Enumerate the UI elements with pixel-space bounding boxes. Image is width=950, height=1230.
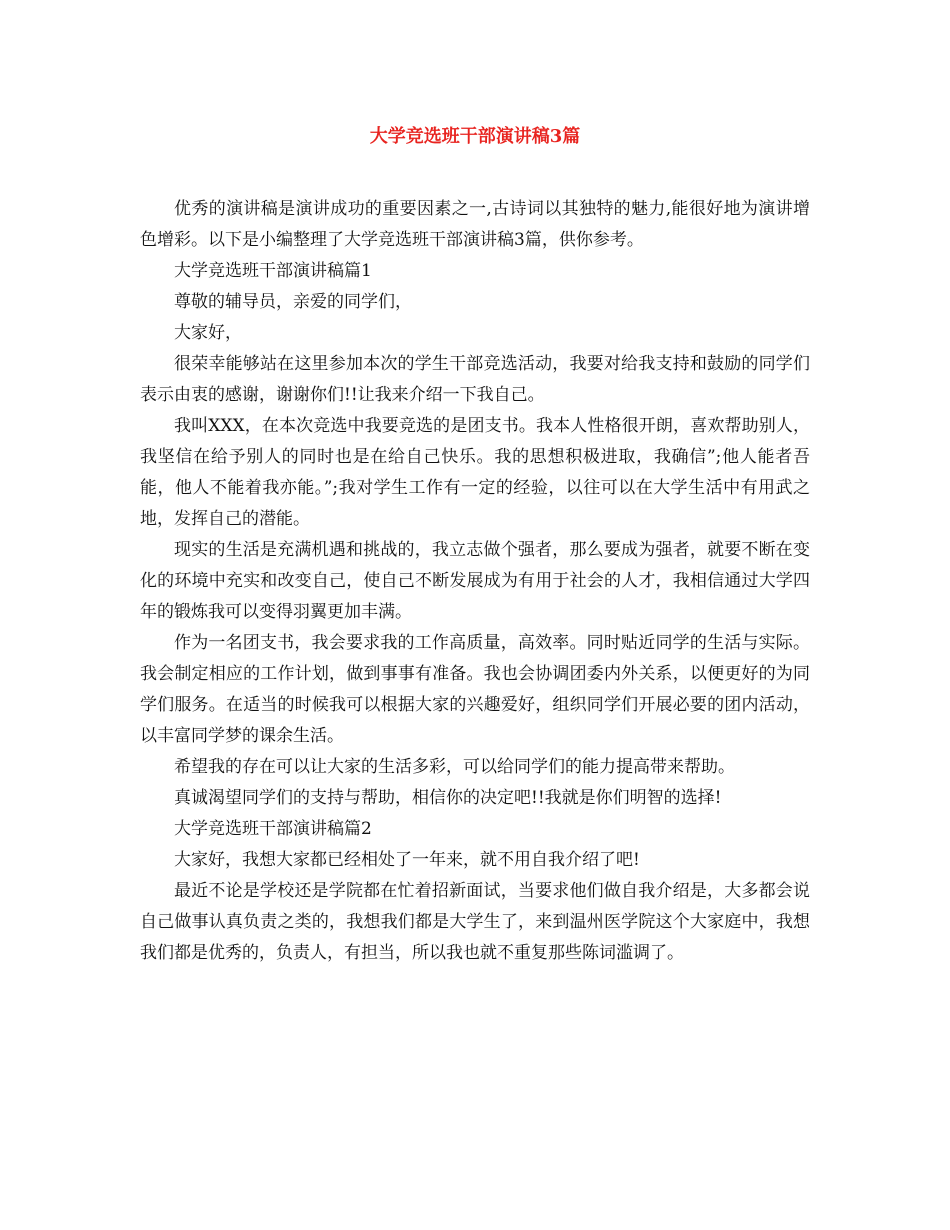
paragraph: 优秀的演讲稿是演讲成功的重要因素之一,古诗词以其独特的魅力,能很好地为演讲增色增彩。以下是小编整理了大学竞选班干部演讲稿3篇，供你参考。 [140, 199, 810, 250]
paragraph: 大家好，我想大家都已经相处了一年来，就不用自我介绍了吧! [174, 850, 640, 870]
paragraph: 我叫XXX，在本次竞选中我要竞选的是团支书。我本人性格很开朗，喜欢帮助别人，我坚信在给予别人的同时也是在给自己快乐。我的思想积极进取，我确信”;他人能者吾能，他人不能着我亦能。”;我对学生工作有一定的经验，以往可以在大学生活中有用武之地，发挥自己的潜能。 [140, 416, 810, 529]
paragraph: 希望我的存在可以让大家的生活多彩，可以给同学们的能力提高带来帮助。 [174, 757, 735, 777]
section-heading: 大学竞选班干部演讲稿篇2 [174, 819, 372, 839]
paragraph: 大家好， [174, 323, 242, 343]
paragraph: 作为一名团支书，我会要求我的工作高质量，高效率。同时贴近同学的生活与实际。我会制定相应的工作计划，做到事事有准备。我也会协调团委内外关系，以便更好的为同学们服务。在适当的时候我可以根据大家的兴趣爱好，组织同学们开展必要的团内活动，以丰富同学梦的课余生活。 [140, 633, 810, 746]
paragraph: 真诚渴望同学们的支持与帮助，相信你的决定吧!!我就是你们明智的选择! [174, 788, 722, 808]
paragraph: 现实的生活是充满机遇和挑战的，我立志做个强者，那么要成为强者，就要不断在变化的环境中充实和改变自己，使自己不断发展成为有用于社会的人才，我相信通过大学四年的锻炼我可以变得羽翼更加丰满。 [140, 540, 810, 622]
paragraph: 最近不论是学校还是学院都在忙着招新面试，当要求他们做自我介绍是，大多都会说自己做事认真负责之类的，我想我们都是大学生了，来到温州医学院这个大家庭中，我想我们都是优秀的，负责人，有担当，所以我也就不重复那些陈词滥调了。 [140, 881, 810, 963]
section-heading: 大学竞选班干部演讲稿篇1 [174, 261, 372, 281]
paragraph: 尊敬的辅导员，亲爱的同学们， [174, 292, 412, 312]
document-title: 大学竞选班干部演讲稿3篇 [369, 126, 581, 147]
document-body [140, 194, 810, 969]
paragraph: 很荣幸能够站在这里参加本次的学生干部竞选活动，我要对给我支持和鼓励的同学们表示由衷的感谢，谢谢你们!!让我来介绍一下我自己。 [140, 354, 810, 405]
